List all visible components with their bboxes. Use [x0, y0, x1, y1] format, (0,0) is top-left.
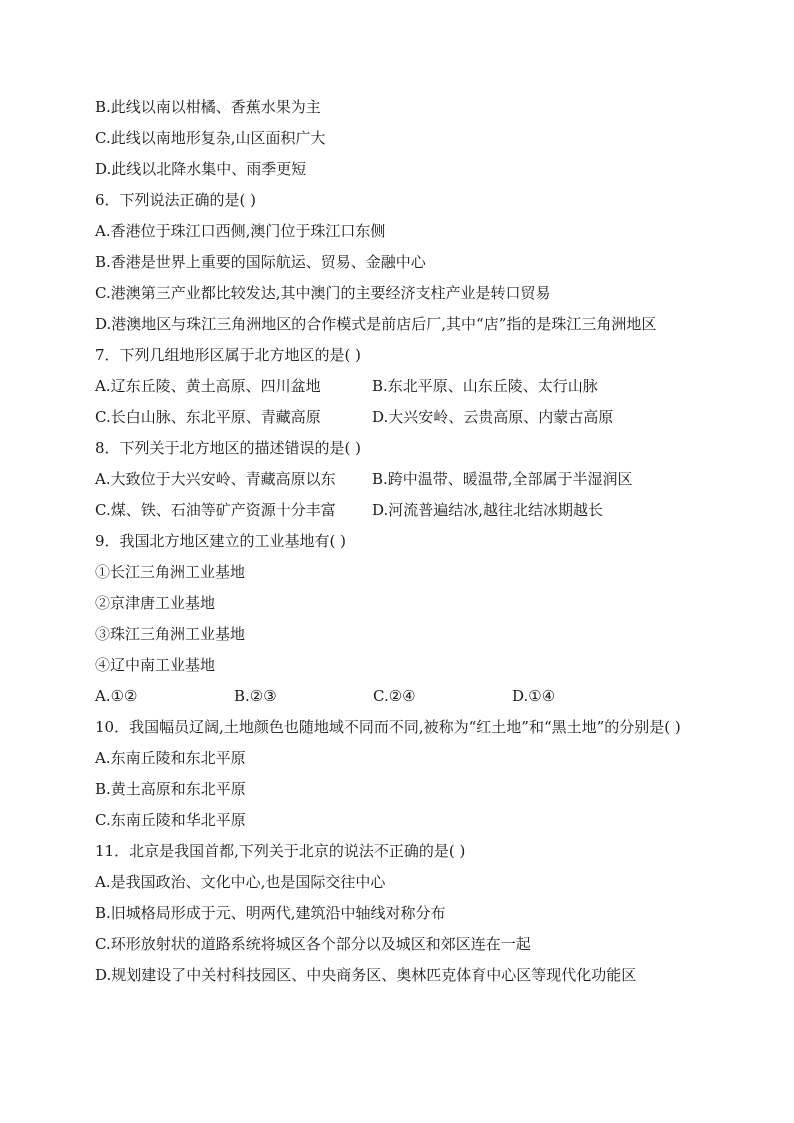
option-choice: C.煤、铁、石油等矿产资源十分丰富	[95, 501, 336, 519]
text-line: 6．下列说法正确的是( )	[95, 191, 257, 209]
option-choice: C.②④	[373, 687, 416, 705]
option-row	[95, 681, 715, 712]
text-line: C.此线以南地形复杂,山区面积广大	[95, 129, 326, 147]
text-line: ①长江三角洲工业基地	[95, 563, 246, 581]
text-line: 11．北京是我国首都,下列关于北京的说法不正确的是( )	[95, 842, 466, 860]
option-choice: D.大兴安岭、云贵高原、内蒙古高原	[372, 408, 614, 426]
text-line: ②京津唐工业基地	[95, 594, 216, 612]
text-line: C.东南丘陵和华北平原	[95, 811, 246, 829]
text-line: 9．我国北方地区建立的工业基地有( )	[95, 532, 347, 550]
text-line: B.香港是世界上重要的国际航运、贸易、金融中心	[95, 253, 426, 271]
text-line: A.东南丘陵和东北平原	[95, 749, 246, 767]
text-line: ③珠江三角洲工业基地	[95, 625, 246, 643]
option-row	[95, 371, 715, 402]
option-choice: B.跨中温带、暖温带,全部属于半湿润区	[372, 470, 633, 488]
option-choice: C.长白山脉、东北平原、青藏高原	[95, 408, 321, 426]
text-line: D.此线以北降水集中、雨季更短	[95, 160, 307, 178]
option-choice: A.辽东丘陵、黄土高原、四川盆地	[95, 377, 321, 395]
text-line: B.旧城格局形成于元、明两代,建筑沿中轴线对称分布	[95, 904, 446, 922]
text-line: 7．下列几组地形区属于北方地区的是( )	[95, 346, 362, 364]
text-line: C.环形放射状的道路系统将城区各个部分以及城区和郊区连在一起	[95, 935, 531, 953]
text-line: 8．下列关于北方地区的描述错误的是( )	[95, 439, 362, 457]
exam-page	[95, 92, 715, 991]
text-line: B.黄土高原和东北平原	[95, 780, 246, 798]
text-line: D.港澳地区与珠江三角洲地区的合作模式是前店后厂,其中“店”指的是珠江三角洲地区	[95, 315, 657, 333]
text-line: D.规划建设了中关村科技园区、中央商务区、奥林匹克体育中心区等现代化功能区	[95, 966, 637, 984]
option-choice: D.河流普遍结冰,越往北结冰期越长	[372, 501, 604, 519]
option-choice: A.大致位于大兴安岭、青藏高原以东	[95, 470, 336, 488]
option-row	[95, 464, 715, 495]
option-choice: B.东北平原、山东丘陵、太行山脉	[372, 377, 598, 395]
option-row	[95, 402, 715, 433]
question-text: 10．我国幅员辽阔,土地颜色也随地域不同而不同,被称为“红土地”和“黑土地”的分别是( )	[95, 718, 681, 736]
option-row	[95, 495, 715, 526]
text-line: C.港澳第三产业都比较发达,其中澳门的主要经济支柱产业是转口贸易	[95, 284, 551, 302]
option-choice: B.②③	[234, 687, 277, 705]
text-line: A.香港位于珠江口西侧,澳门位于珠江口东侧	[95, 222, 386, 240]
text-line: A.是我国政治、文化中心,也是国际交往中心	[95, 873, 386, 891]
text-line: B.此线以南以柑橘、香蕉水果为主	[95, 98, 321, 116]
option-choice: D.①④	[512, 687, 556, 705]
option-choice: A.①②	[95, 687, 138, 705]
text-line: ④辽中南工业基地	[95, 656, 216, 674]
